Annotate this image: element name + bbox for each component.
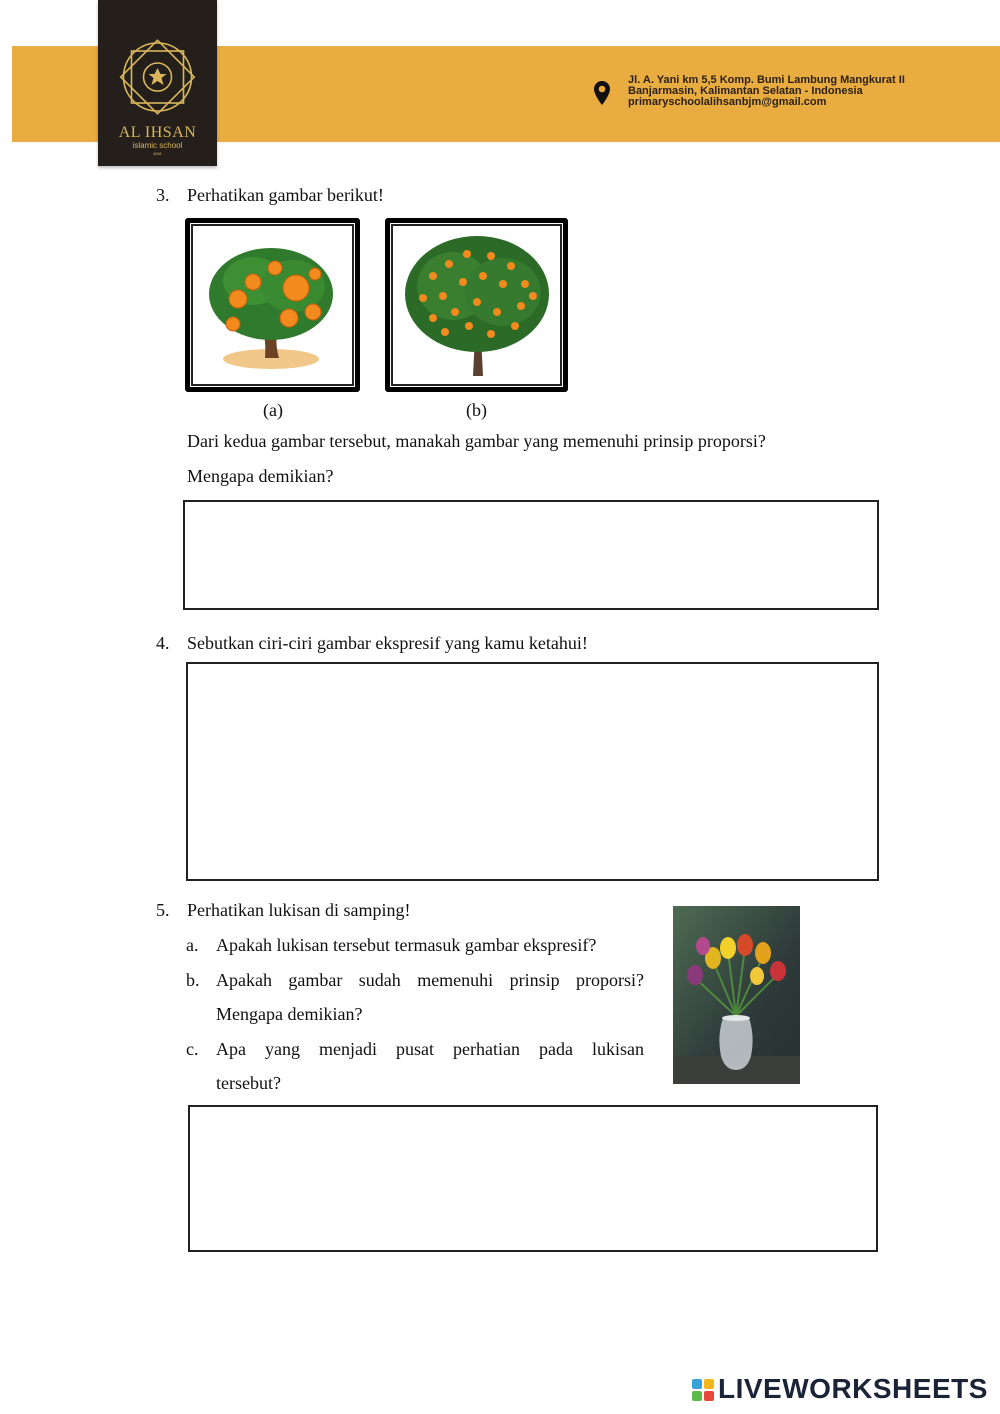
q5c-text-line1: Apa yang menjadi pusat perhatian pada lukisan — [216, 1039, 644, 1059]
q3-text: Perhatikan gambar berikut! — [187, 185, 384, 205]
liveworksheets-brand[interactable]: LIVEWORKSHEETS — [718, 1373, 988, 1404]
q3-number: 3. — [156, 185, 170, 205]
q5b-text-line2: Mengapa demikian? — [216, 1004, 363, 1024]
q5-text: Perhatikan lukisan di samping! — [187, 900, 411, 920]
q5-answer-box[interactable] — [188, 1105, 878, 1252]
q5c-text-line2: tersebut? — [216, 1073, 281, 1093]
q5b-letter: b. — [186, 970, 200, 990]
ornament-icon — [104, 30, 211, 124]
address-line-street: Jl. A. Yani km 5,5 Komp. Bumi Lambung Mangkurat II — [628, 74, 905, 86]
address-line-email: primaryschoolalihsanbjm@gmail.com — [628, 96, 827, 108]
q5a-letter: a. — [186, 935, 199, 955]
location-pin-icon — [594, 81, 610, 105]
q4-number: 4. — [156, 633, 170, 653]
school-code: BJM — [153, 151, 162, 156]
q5a-text: Apakah lukisan tersebut termasuk gambar ekspresif? — [216, 935, 597, 955]
school-logo — [98, 0, 217, 166]
liveworksheets-logo-icon — [692, 1379, 714, 1401]
address-line-city: Banjarmasin, Kalimantan Selatan - Indonesia — [628, 85, 863, 97]
q5c-letter: c. — [186, 1039, 199, 1059]
q5b-text-line1: Apakah gambar sudah memenuhi prinsip proporsi? — [216, 970, 644, 990]
image-frame-a — [185, 218, 360, 392]
caption-a: (a) — [263, 400, 283, 420]
school-subtitle: islamic school — [132, 141, 183, 150]
orange-tree-realistic-image — [393, 226, 560, 384]
caption-b: (b) — [466, 400, 487, 420]
painting-frame — [673, 906, 800, 1084]
q4-answer-box[interactable] — [186, 662, 879, 881]
q5-number: 5. — [156, 900, 170, 920]
orange-tree-cartoon-image — [193, 226, 352, 384]
school-name: AL IHSAN — [118, 124, 197, 141]
image-frame-b — [385, 218, 568, 392]
q3-answer-box[interactable] — [183, 500, 879, 610]
q4-text: Sebutkan ciri-ciri gambar ekspresif yang kamu ketahui! — [187, 633, 588, 653]
q3-question-line2: Mengapa demikian? — [187, 466, 334, 486]
school-address — [628, 75, 905, 108]
q3-question-line1: Dari kedua gambar tersebut, manakah gambar yang memenuhi prinsip proporsi? — [187, 431, 766, 451]
tulip-vase-painting-image — [673, 906, 800, 1084]
